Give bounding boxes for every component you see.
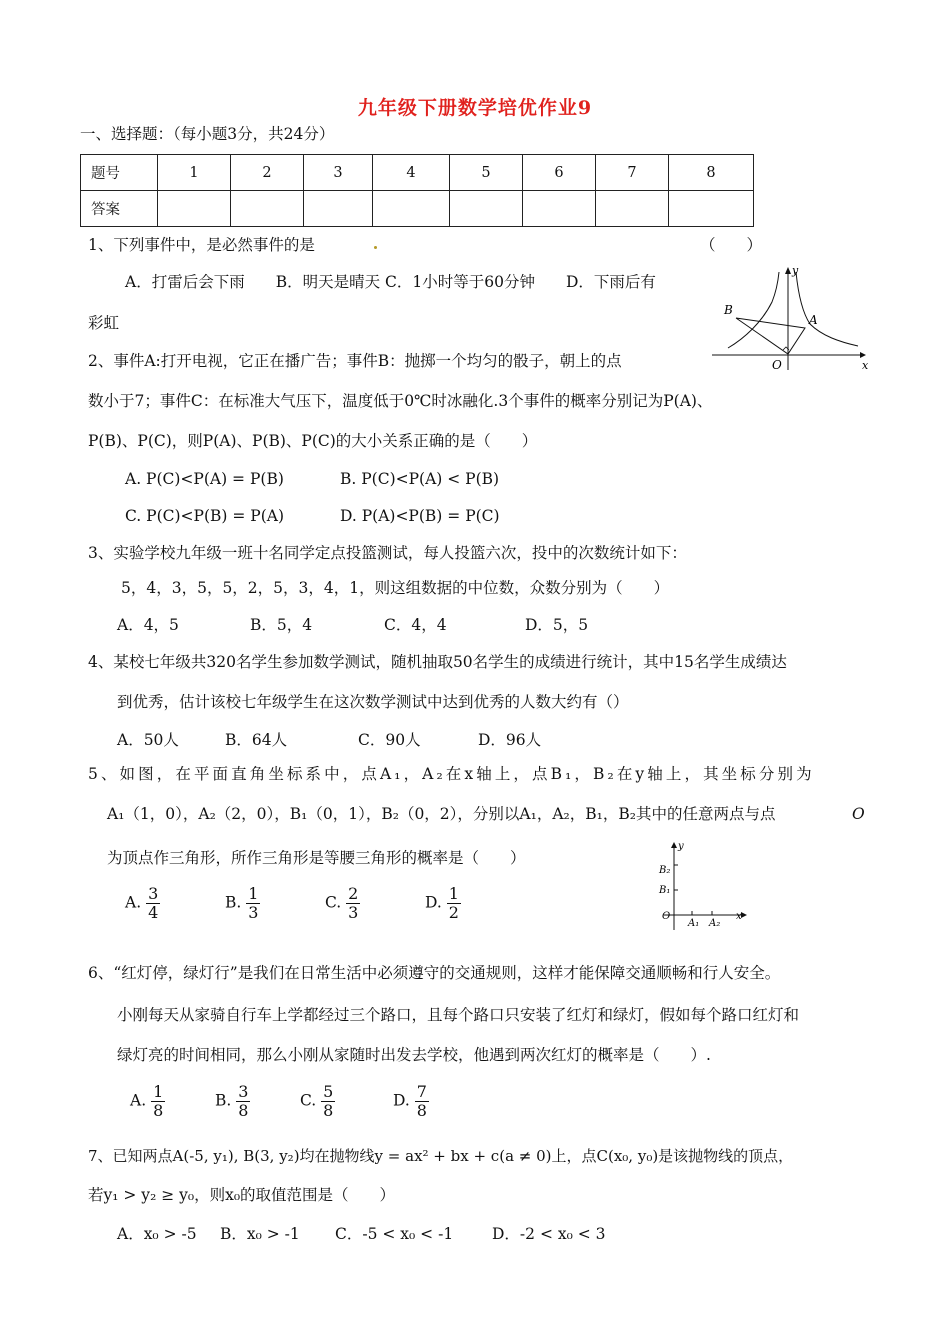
table-cell: 7 [596,155,669,191]
a2-label: A₂ [709,918,721,929]
table-cell: 8 [669,155,754,191]
answer-cell[interactable] [669,191,754,227]
y-axis-label: y [678,841,684,852]
question-6-option-b: B. $\frac{3}{8}$ [215,1082,249,1120]
question-3-option-b: B．5，4 [250,616,313,634]
a1-label: A₁ [688,918,700,929]
question-7-option-b: B．x₀ > -1 [220,1225,300,1243]
question-2-line3: P(B)、P(C)，则P(A)、P(B)、P(C)的大小关系正确的是（ ） [88,432,538,450]
question-6-line1: 6、“红灯停，绿灯行”是我们在日常生活中必须遵守的交通规则，这样才能保障交通顺畅和行人安全。 [88,964,781,982]
question-2-line1: 2、事件A:打开电视，它正在播广告；事件B：抛掷一个均匀的骰子，朝上的点 [88,352,622,370]
table-cell: 2 [231,155,304,191]
table-row-label: 答案 [81,191,158,227]
answer-cell[interactable] [523,191,596,227]
table-row-label: 题号 [81,155,158,191]
question-5-line2: A₁（1，0），A₂（2，0），B₁（0，1），B₂（0，2），分别以A₁，A₂，B₁，B₂其中的任意两点与点 [107,805,776,823]
question-4-option-a: A．50人 [117,731,179,749]
table-cell: 3 [304,155,373,191]
question-7-line2: 若y₁ > y₂ ≥ y₀，则x₀的取值范围是（ ） [88,1186,396,1204]
question-5-option-d: D. $\frac{1}{2}$ [425,884,459,922]
question-6-option-a: A. $\frac{1}{8}$ [130,1082,164,1120]
question-7-option-d: D．-2 < x₀ < 3 [492,1225,606,1243]
origin-label: O [662,911,671,922]
question-2-option-a: A. P(C)<P(A) = P(B) [125,470,284,488]
table-row [81,155,754,191]
question-4-option-b: B．64人 [225,731,288,749]
question-5-origin-o: O [852,805,865,823]
stray-dot [374,246,377,249]
b2-label: B₂ [659,865,671,876]
question-2-option-c: C. P(C)<P(B) = P(A) [125,507,285,525]
question-1-options-cont: 彩虹 [88,314,120,332]
question-2-line2: 数小于7；事件C：在标准大气压下，温度低于0℃时冰融化.3个事件的概率分别记为P(A)、 [88,392,713,410]
question-4-line2: 到优秀，估计该校七年级学生在这次数学测试中达到优秀的人数大约有（） [117,693,629,711]
question-3-line1: 3、实验学校九年级一班十名同学定点投篮测试，每人投篮六次，投中的次数统计如下： [88,544,687,562]
x-axis-label: x [736,911,742,922]
figure-hyperbola [710,262,870,374]
answer-cell[interactable] [231,191,304,227]
question-2-option-b: B. P(C)<P(A) < P(B) [340,470,500,488]
answer-cell[interactable] [304,191,373,227]
answer-cell[interactable] [373,191,450,227]
question-4-option-d: D．96人 [478,731,542,749]
x-axis-label: x [862,359,869,372]
answer-table [80,154,754,227]
question-1-stem: 1、下列事件中，是必然事件的是 [88,236,315,254]
question-6-option-c: C. $\frac{5}{8}$ [300,1082,334,1120]
question-5-option-a: A. $\frac{3}{4}$ [125,884,159,922]
section-heading: 一、选择题：（每小题3分，共24分） [80,125,335,143]
question-7-line1: 7、已知两点A(-5, y₁), B(3, y₂)均在抛物线y = ax² + bx + c(a ≠ 0)上，点C(x₀, y₀)是该抛物线的顶点， [88,1147,794,1165]
question-6-option-d: D. $\frac{7}{8}$ [393,1082,427,1120]
answer-cell[interactable] [450,191,523,227]
question-5-line1: 5、如图，在平面直角坐标系中，点A₁，A₂在x轴上，点B₁，B₂在y轴上，其坐标分别为 [88,765,815,783]
b1-label: B₁ [659,885,671,896]
question-3-option-c: C．4，4 [384,616,447,634]
question-5-line3: 为顶点作三角形，所作三角形是等腰三角形的概率是（ ） [107,849,526,867]
figure-coordinate-axes [650,840,750,935]
question-1-options: A．打雷后会下雨 B．明天是晴天 C．1小时等于60分钟 D．下雨后有 [125,273,656,291]
table-cell: 4 [373,155,450,191]
question-6-line2: 小刚每天从家骑自行车上学都经过三个路口，且每个路口只安装了红灯和绿灯，假如每个路口红灯和 [117,1006,800,1024]
y-axis-label: y [792,264,799,277]
question-2-option-d: D. P(A)<P(B) = P(C) [340,507,500,525]
question-7-option-a: A．x₀ > -5 [117,1225,197,1243]
question-3-option-a: A．4，5 [117,616,179,634]
question-1-answer-paren: （ ） [700,236,763,254]
answer-cell[interactable] [596,191,669,227]
question-5-option-c: C. $\frac{2}{3}$ [325,884,359,922]
question-3-option-d: D．5，5 [525,616,589,634]
question-3-line2: 5，4，3，5，5，2，5，3，4，1，则这组数据的中位数，众数分别为（ ） [121,579,670,597]
question-7-option-c: C．-5 < x₀ < -1 [335,1225,454,1243]
origin-label: O [772,358,782,372]
point-label-a: A [809,313,818,327]
question-4-line1: 4、某校七年级共320名学生参加数学测试，随机抽取50名学生的成绩进行统计，其中15名学生成绩达 [88,653,787,671]
table-row [81,191,754,227]
question-4-option-c: C．90人 [358,731,421,749]
answer-cell[interactable] [158,191,231,227]
table-cell: 5 [450,155,523,191]
page-title: 九年级下册数学培优作业9 [357,97,593,119]
table-cell: 6 [523,155,596,191]
table-cell: 1 [158,155,231,191]
question-6-line3: 绿灯亮的时间相同，那么小刚从家随时出发去学校，他遇到两次红灯的概率是（ ）. [117,1046,711,1064]
point-label-b: B [724,303,733,317]
question-5-option-b: B. $\frac{1}{3}$ [225,884,259,922]
